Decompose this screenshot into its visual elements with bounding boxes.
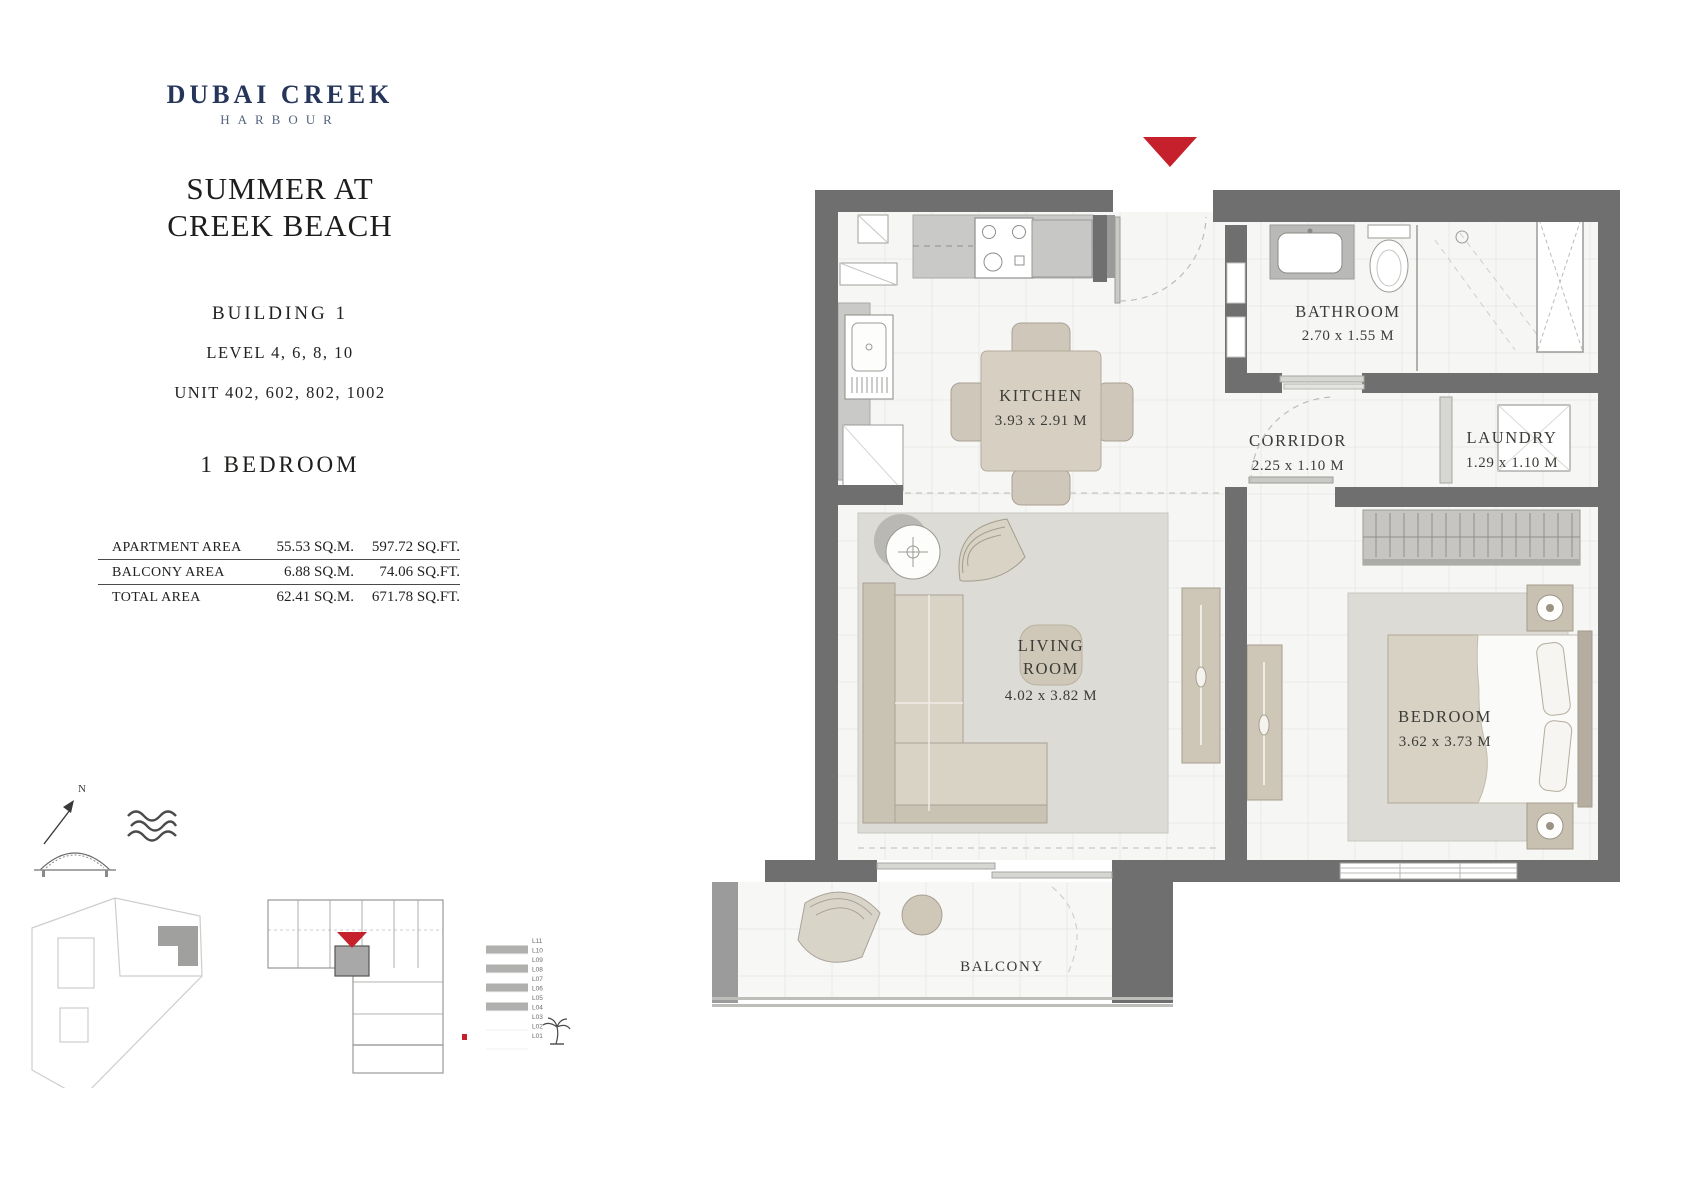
area-table-row <box>98 585 460 609</box>
entry-closet <box>1032 215 1107 282</box>
laundry-label: LAUNDRY <box>1466 428 1558 447</box>
stove <box>975 218 1033 278</box>
area-row-label: TOTAL AREA <box>112 590 201 605</box>
floor-plan <box>700 125 1640 1065</box>
level-label: L10 <box>532 947 543 955</box>
level-highlight-bar <box>486 1003 528 1011</box>
bathroom-label: BATHROOM <box>1295 302 1401 321</box>
svg-text:N: N <box>78 783 86 795</box>
unit-type-label: 1 BEDROOM <box>200 452 360 477</box>
title-line-1: SUMMER AT <box>186 171 374 206</box>
balcony-table <box>902 895 942 935</box>
site-plan-outline <box>32 898 202 1088</box>
area-row-sqm: 62.41 SQ.M. <box>276 589 354 605</box>
laundry-dimensions: 1.29 x 1.10 M <box>1465 455 1559 471</box>
level-indicator <box>486 938 543 1049</box>
corridor-label: CORRIDOR <box>1248 431 1348 450</box>
highlighted-unit <box>335 946 369 976</box>
level-label: L07 <box>532 976 543 983</box>
bathroom-sliding-door <box>1280 376 1364 389</box>
palm-tree-icon <box>543 1018 570 1044</box>
building-key-plan <box>268 900 467 1073</box>
bedroom-window <box>1340 863 1517 879</box>
balcony-sliding-door <box>877 863 1112 878</box>
nightstand <box>1527 803 1573 849</box>
level-label: L09 <box>532 957 543 964</box>
dresser <box>1247 645 1282 800</box>
level-highlight-bar <box>486 965 528 973</box>
kitchen-label: KITCHEN <box>999 386 1083 405</box>
entrance-marker-icon <box>1143 137 1197 167</box>
level-label: L08 <box>532 966 543 974</box>
level-label: L03 <box>532 1014 543 1021</box>
building-label: BUILDING 1 <box>211 303 349 324</box>
units-label: UNIT 402, 602, 802, 1002 <box>174 383 386 402</box>
bedroom-dimensions: 3.62 x 3.73 M <box>1398 734 1492 750</box>
wardrobe <box>1363 510 1580 565</box>
area-row-sqm: 6.88 SQ.M. <box>283 564 354 580</box>
title-line-2: CREEK BEACH <box>167 208 393 243</box>
levels-label: LEVEL 4, 6, 8, 10 <box>206 343 354 362</box>
site-building-footprint <box>158 926 198 966</box>
level-highlight-bar <box>486 946 528 954</box>
kitchen-dimensions: 3.93 x 2.91 M <box>994 413 1088 429</box>
level-label: L05 <box>532 995 543 1002</box>
water-waves-icon <box>128 812 176 841</box>
area-row-label: APARTMENT AREA <box>112 540 242 555</box>
brand-logo <box>150 80 410 128</box>
bridge-icon <box>34 853 116 877</box>
bathroom-dimensions: 2.70 x 1.55 M <box>1301 328 1395 344</box>
balcony-rail <box>712 997 1173 1007</box>
living-room-label-1: LIVING <box>1017 636 1085 655</box>
nightstand <box>1527 585 1573 631</box>
area-table-row <box>98 535 460 560</box>
level-highlight-bar <box>486 984 528 992</box>
level-label: L04 <box>532 1004 543 1012</box>
area-table-row <box>98 560 460 585</box>
north-arrow-icon <box>44 783 86 844</box>
area-row-sqft: 597.72 SQ.FT. <box>371 539 460 555</box>
service-shaft <box>1537 213 1583 352</box>
toilet <box>1368 225 1410 292</box>
brand-subtitle: HARBOUR <box>220 112 340 127</box>
corridor-dimensions: 2.25 x 1.10 M <box>1251 458 1345 474</box>
dining-table <box>981 351 1101 471</box>
area-row-sqft: 74.06 SQ.FT. <box>379 564 460 580</box>
area-table <box>98 535 460 609</box>
living-room-label-2: ROOM <box>1023 659 1079 678</box>
key-plan <box>20 768 580 1088</box>
area-row-sqm: 55.53 SQ.M. <box>276 539 354 555</box>
level-label: L01 <box>532 1033 543 1040</box>
area-row-sqft: 671.78 SQ.FT. <box>371 589 460 605</box>
level-label: L02 <box>532 1023 543 1031</box>
level-label: L06 <box>532 985 543 993</box>
balcony-label: BALCONY <box>960 959 1044 975</box>
brand-name: DUBAI CREEK <box>166 80 394 109</box>
bedroom-label: BEDROOM <box>1398 707 1492 726</box>
area-row-label: BALCONY AREA <box>112 565 225 580</box>
bathroom-vanity <box>1270 225 1354 279</box>
tv-console-living <box>1182 588 1220 763</box>
level-label: L11 <box>532 938 543 945</box>
page-title <box>130 170 430 244</box>
living-room-dimensions: 4.02 x 3.82 M <box>1004 688 1098 704</box>
laundry-door <box>1440 397 1452 483</box>
